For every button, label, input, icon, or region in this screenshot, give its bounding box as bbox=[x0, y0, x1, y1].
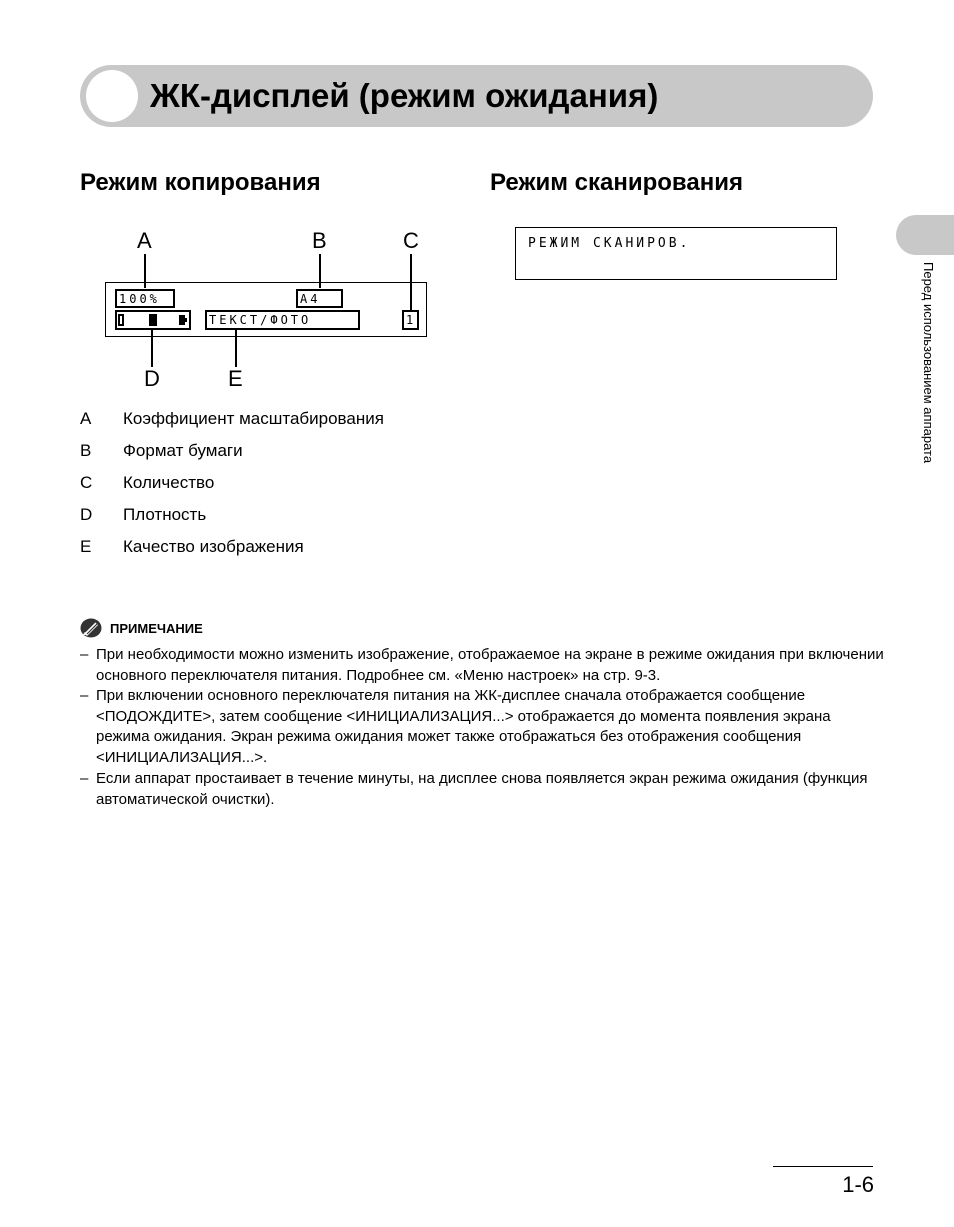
note-bullet: – bbox=[80, 687, 89, 704]
legend-text: Коэффициент масштабирования bbox=[123, 409, 384, 428]
scan-mode-title: Режим сканирования bbox=[490, 169, 743, 196]
legend-key: E bbox=[80, 537, 92, 556]
page-title: ЖК-дисплей (режим ожидания) bbox=[150, 77, 659, 114]
scan-lcd-display bbox=[515, 227, 837, 280]
legend-text: Качество изображения bbox=[123, 537, 304, 556]
side-tab-marker bbox=[896, 215, 954, 255]
footer-divider bbox=[773, 1166, 873, 1167]
note-bullet: – bbox=[80, 646, 89, 663]
legend-key: B bbox=[80, 441, 92, 460]
note-bullet: – bbox=[80, 770, 89, 787]
callout-d-line bbox=[151, 330, 153, 367]
legend-text: Плотность bbox=[123, 505, 207, 524]
lcd-image-quality: ТЕКСТ/ФОТО bbox=[205, 310, 360, 330]
callout-d: D bbox=[144, 366, 160, 391]
legend-key: C bbox=[80, 473, 93, 492]
side-tab bbox=[916, 262, 946, 502]
callout-a: A bbox=[137, 228, 152, 253]
callout-e-line bbox=[235, 330, 237, 367]
note-heading-label: ПРИМЕЧАНИЕ bbox=[110, 621, 203, 636]
side-tab-label: Перед использованием аппарата bbox=[921, 262, 936, 464]
callout-e: E bbox=[228, 366, 243, 391]
note-text: При включении основного переключателя питания на ЖК-дисплее сначала отображается сообщение <ПОДОЖДИТЕ>, затем сообщение <ИНИЦИАЛИЗАЦИЯ...> отображается до момента появления экрана режима ожидания. Экран режима ожидания может также отображаться без отображения сообщения <ИНИЦИАЛИЗАЦИЯ...>. bbox=[96, 687, 831, 767]
title-circle-decoration bbox=[86, 70, 138, 122]
page-number: 1-6 bbox=[842, 1172, 874, 1197]
legend-text: Формат бумаги bbox=[123, 441, 243, 460]
copy-mode-title: Режим копирования bbox=[80, 169, 321, 196]
callout-c: C bbox=[403, 228, 419, 253]
lcd-paper-size: A4 bbox=[296, 289, 343, 308]
lcd-quantity: 1 bbox=[402, 310, 419, 330]
density-scale-icon bbox=[117, 312, 189, 328]
lcd-density-scale bbox=[115, 310, 191, 330]
legend-key: D bbox=[80, 505, 93, 524]
note-text: При необходимости можно изменить изображение, отображаемое на экране в режиме ожидания при включении основного переключателя питания. Подробнее см. «Меню настроек» на стр. 9-3. bbox=[96, 646, 884, 684]
callout-b: B bbox=[312, 228, 327, 253]
note-text: Если аппарат простаивает в течение минуты, на дисплее снова появляется экран режима ожидания (функция автоматической очистки). bbox=[96, 770, 868, 808]
legend-key: A bbox=[80, 409, 92, 428]
copy-lcd-display bbox=[105, 282, 427, 337]
legend-text: Количество bbox=[123, 473, 215, 492]
pencil-note-icon bbox=[80, 618, 102, 638]
scan-lcd-text: РЕЖИМ СКАНИРОВ. bbox=[528, 236, 691, 251]
lcd-zoom-ratio: 100% bbox=[115, 289, 175, 308]
page-title-bar bbox=[80, 65, 873, 127]
